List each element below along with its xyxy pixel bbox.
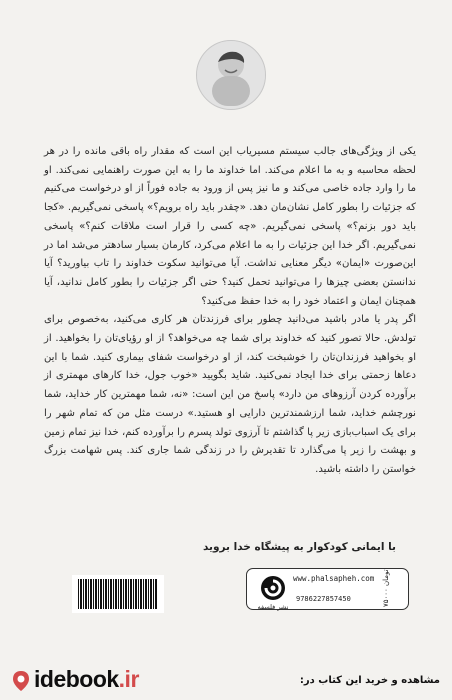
paragraph-2: اگر پدر یا مادر باشید می‌دانید چطور برای فرزندتان هر کاری می‌کنید، به‌خصوص برای تولدش. حالا تصور کنید که خداوند برای شما چه می‌خواهد؟ از او رؤیای‌تان را بخواهید. از او بخواهید فرزندان‌تان را خوشبخت کند، از او درخواست شفای بیماری کنید. شما با این دعاها زحمتی برای خدا ایجاد نمی‌کنید. شاید بگویید «خوب جول، خدا کارهای مهمتری از برآورده کردن آرزوهای من دارد» پاسخ من این است: «نه، شما مهمترین کار خداید، شما نورچشم خداید، شما ارزشمندترین دارایی او هستید.» درست مثل من که تمام شهر را برای یک اسباب‌بازی زیر پا گذاشتم تا آرزوی تولد پسرم را برآورده کنم، خدا نیز تمام زمین و بهشت را زیر پا می‌گذارد تا تقدیرش را در زندگی شما جاری کند. پس شهامت بزرگ خواستن را داشته باشید. bbox=[44, 314, 416, 475]
barcode bbox=[72, 575, 164, 613]
publisher-website[interactable]: www.phalsapheh.com bbox=[293, 574, 375, 583]
idebook-tld: .ir bbox=[118, 666, 139, 692]
isbn: 9786227857450 bbox=[296, 595, 351, 603]
closing-line: با ایمانی کودکوار به پیشگاه خدا بروید bbox=[202, 541, 396, 553]
publisher-logo-icon bbox=[258, 573, 288, 603]
body-text bbox=[44, 143, 416, 480]
publisher-name: نشر فلسفه bbox=[257, 603, 289, 611]
barcode-lines bbox=[78, 579, 158, 609]
paragraph-1: یکی از ویژگی‌های جالب سیستم مسیریاب این است که مقدار راه باقی مانده را در هر لحظه محاسبه و به ما اعلام می‌کند. اما خداوند ما را به این صورت راهنمایی نمی‌کند. او ما را وارد جاده خاصی می‌کند و ما نیز پس از ورود به جاده فوراً از او درخواست می‌کنیم که جزئیات را بطور کامل نشان‌مان دهد. «چقدر باید راه برویم؟» پاسخی نمی‌گیریم. «کجا باید دور بزنم؟» پاسخی نمی‌گیریم. «چه کسی را قرار است ملاقات کنم؟» پاسخی نمی‌گیریم. اگر خدا این جزئیات را به ما اعلام می‌کرد، کارمان بسیار سادهتر می‌شد اما در این‌صورت «ایمان» دیگر معنایی نداشت. آیا می‌توانید سکوت خداوند را تاب بیاورید؟ آیا ندانستن بعضی چیزها را می‌توانید تحمل کنید؟ حتی اگر جزئیات را بطور کامل ندانید، آیا همچنان ایمان و اعتماد خود را به خدا حفظ می‌کنید؟ bbox=[44, 146, 416, 307]
price: ۷۵۰۰۰ تومان bbox=[382, 569, 390, 607]
idebook-brand-text: idebook bbox=[34, 666, 119, 692]
idebook-brand[interactable] bbox=[34, 666, 139, 693]
author-portrait bbox=[196, 40, 266, 110]
store-message: مشاهده و خرید این کتاب در: bbox=[299, 675, 440, 686]
portrait-image bbox=[197, 41, 265, 109]
